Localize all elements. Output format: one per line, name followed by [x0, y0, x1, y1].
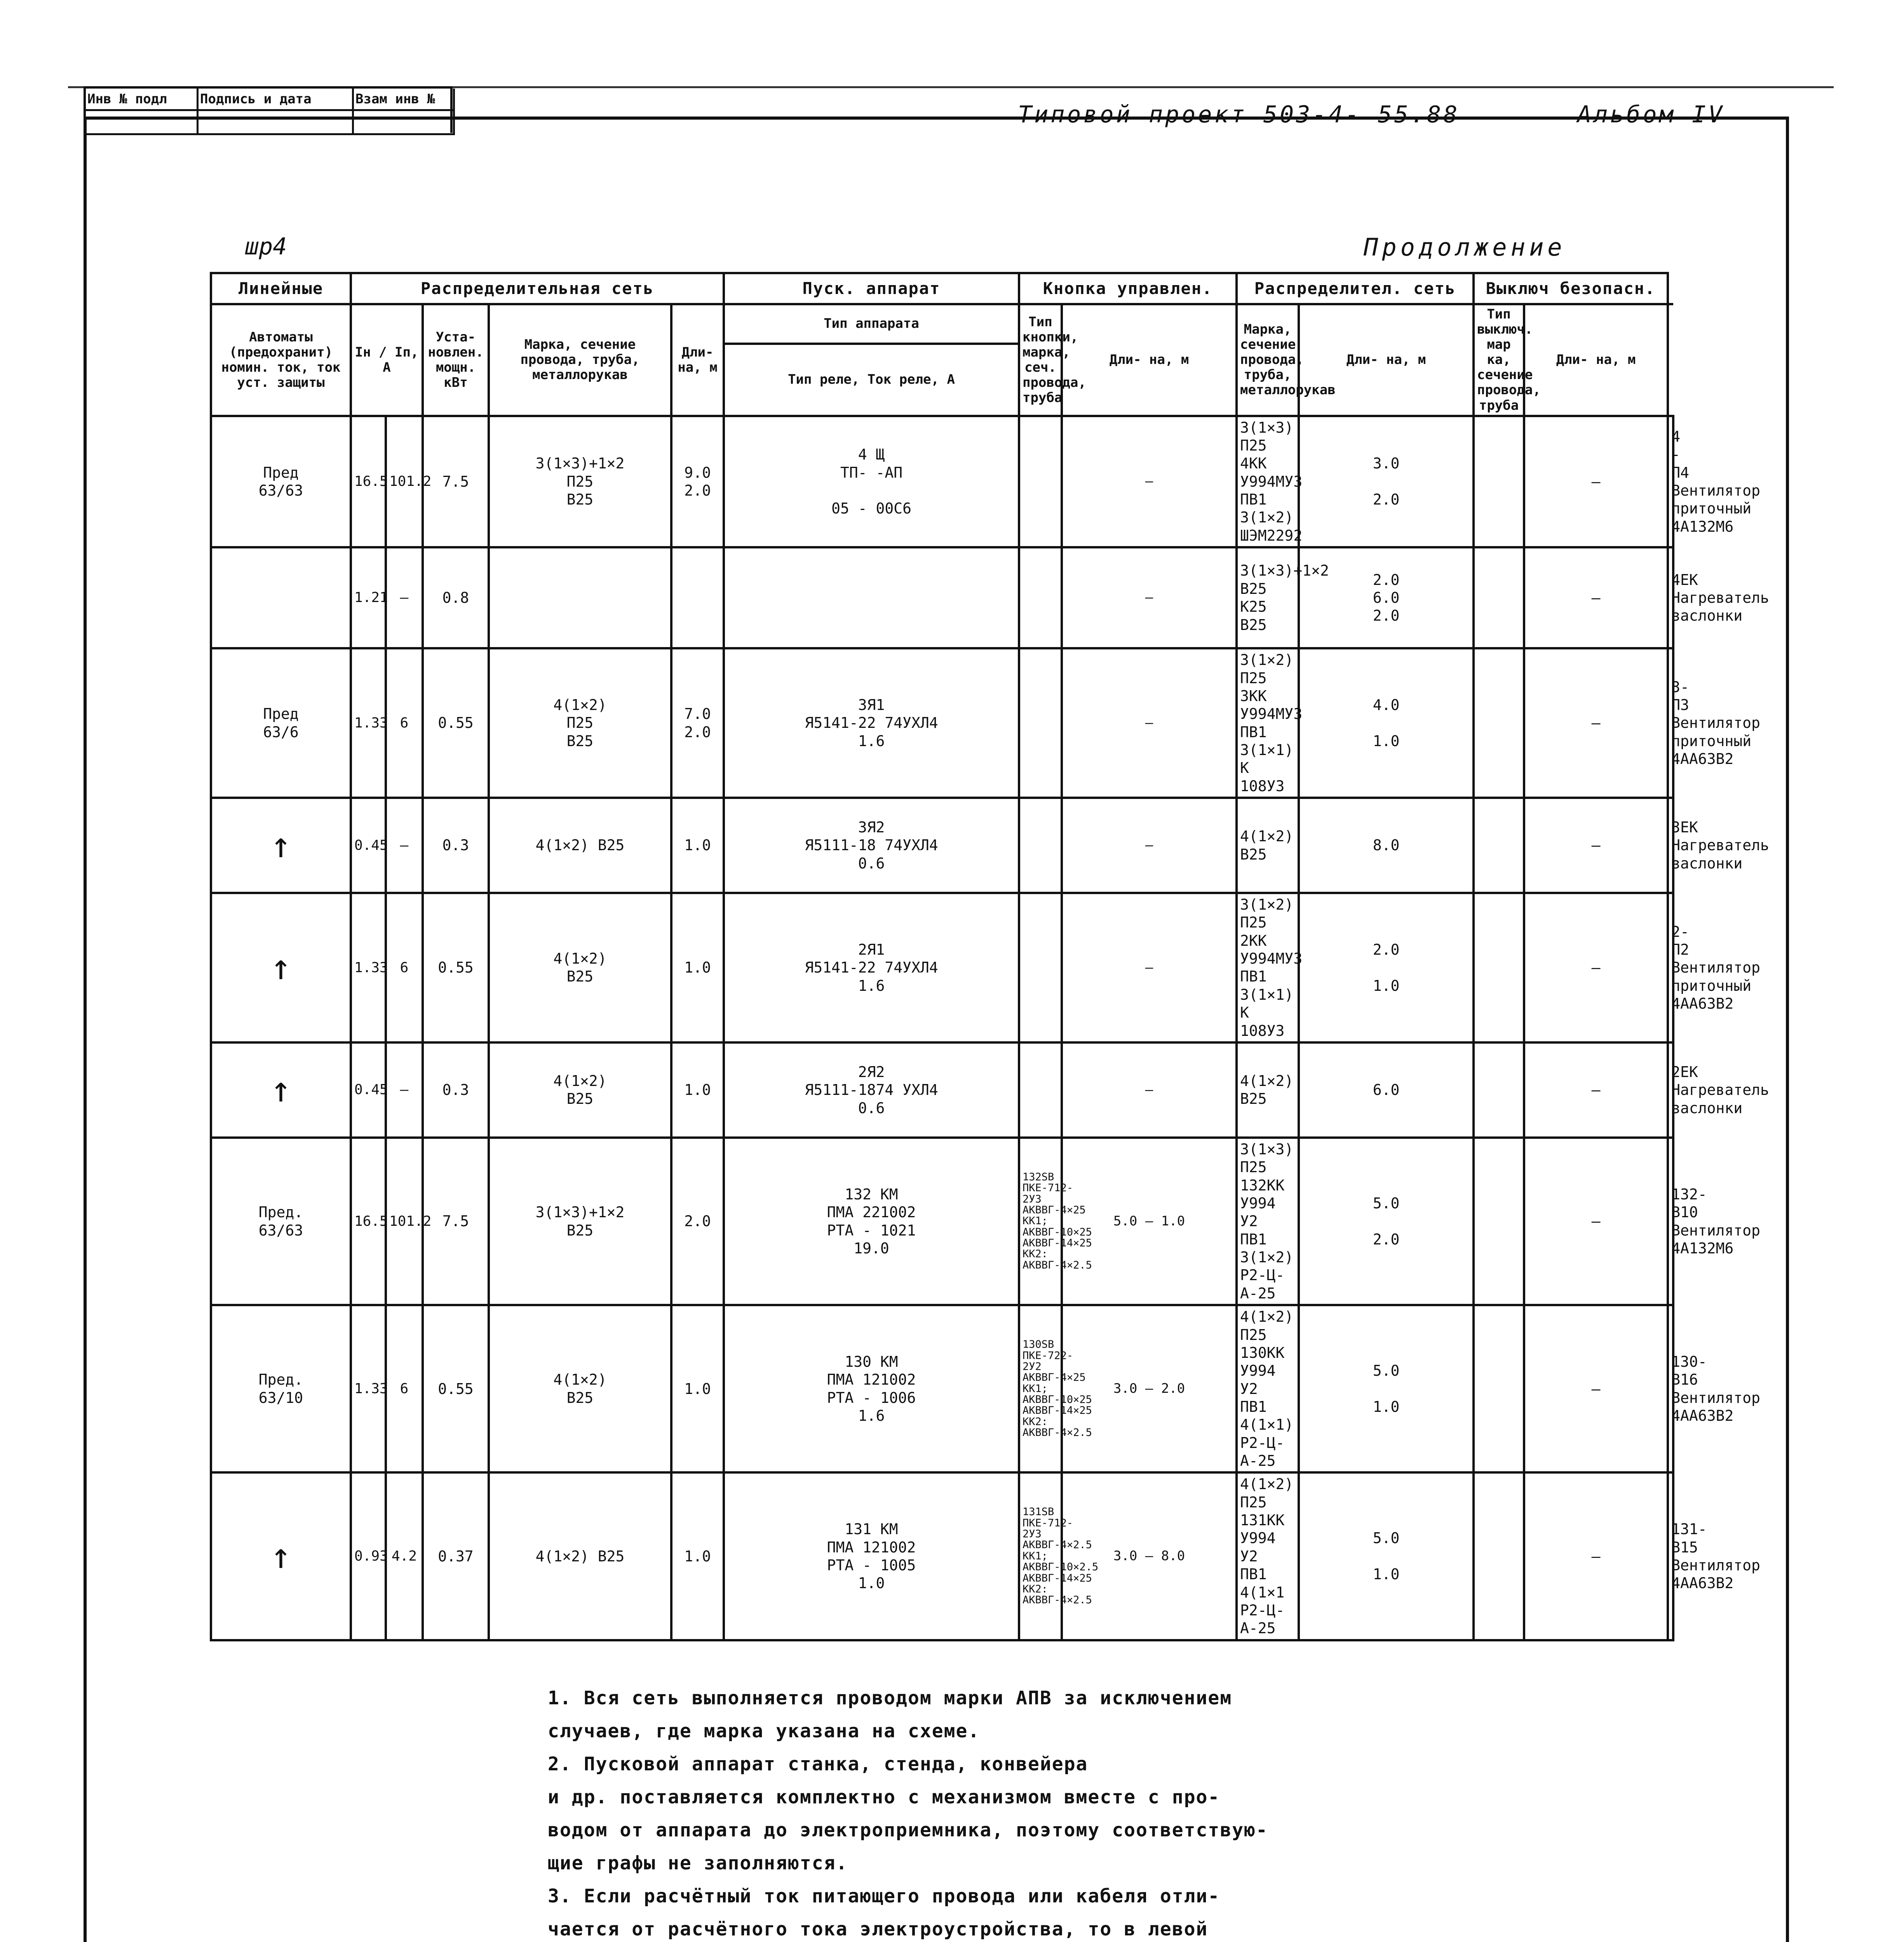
button-length-cell: — — [1062, 798, 1237, 893]
length2-cell-line — [1302, 1547, 1470, 1565]
switch-cell — [1474, 1472, 1524, 1640]
length-cell — [671, 1472, 724, 1640]
starter-cell-line: Я5111-1874 УХЛ4 — [805, 1081, 938, 1099]
switch-cell — [1474, 1305, 1524, 1472]
starter-cell-line: 130 КМ — [845, 1353, 898, 1371]
length-cell — [671, 648, 724, 798]
starter-cell-line: 1.6 — [858, 732, 885, 750]
switch-cell — [1474, 798, 1524, 893]
button-length-cell: — — [1062, 416, 1237, 548]
button-length-cell: — — [1062, 893, 1237, 1042]
wire2-cell — [1237, 1042, 1299, 1138]
starter-cell — [724, 798, 1019, 893]
breaker-cell-line: 63/63 — [258, 1222, 303, 1239]
length-cell-line: 7.0 — [684, 705, 711, 723]
button-cell — [1019, 893, 1062, 1042]
note-line: 3. Если расчётный ток питающего провода или кабеля отли- — [548, 1885, 1220, 1907]
length2-cell — [1299, 893, 1474, 1042]
ip-cell: 101.2 — [386, 1138, 423, 1305]
breaker-cell — [211, 1472, 351, 1640]
wire2-cell-line: 4(1×2) В25 — [1240, 1072, 1294, 1108]
hdr-dist-net-2: Распределител. сеть — [1237, 273, 1474, 304]
wire2-cell-line: 130КК У994 У2 — [1240, 1344, 1285, 1397]
length2-cell-line: 2.0 — [1373, 1230, 1400, 1248]
hdr-safety-switch: Выключ безопасн. — [1474, 273, 1668, 304]
switch-length-cell: — — [1524, 547, 1668, 648]
button-length-cell: — — [1062, 648, 1237, 798]
starter-cell-line: Я5141-22 74УХЛ4 — [805, 714, 938, 732]
breaker-cell — [211, 648, 351, 798]
table-row — [211, 547, 1673, 648]
starter-cell-line: ТП- -АП — [840, 464, 903, 481]
wire2-cell-line: ПВ1 3(1×2) — [1240, 1230, 1294, 1266]
note-line: щие графы не заполняются. — [548, 1852, 848, 1874]
ip-cell: 6 — [386, 1305, 423, 1472]
breaker-cell — [211, 416, 351, 548]
ip-cell: — — [386, 547, 423, 648]
wire-cell-line: В25 — [566, 1090, 594, 1108]
length2-cell-line: 8.0 — [1373, 837, 1400, 854]
table-row — [211, 648, 1673, 798]
note-line: водом от аппарата до электроприемника, поэтому соответствую- — [548, 1819, 1268, 1841]
button-cell — [1019, 547, 1062, 648]
breaker-cell-line: ↑ — [270, 1069, 292, 1110]
starter-cell — [724, 648, 1019, 798]
wire2-cell-line: 3(1×3)+1×2 В25 — [1240, 562, 1329, 597]
breaker-cell-line: ↑ — [270, 1536, 292, 1577]
consumer-cell: 130-В16 Вентилятор 4АА63В2 — [1668, 1305, 1673, 1472]
in-cell: 0.45 — [351, 798, 386, 893]
sub-in-ip: Iн / Iп, А — [351, 304, 423, 416]
wire-cell-line: П25 — [566, 714, 594, 732]
button-cell: 130SB ПКЕ-722-2У2 АКВВГ-4×25 КК1; АКВВГ-10×25 АКВВГ-14×25 КК2: АКВВГ-4×2.5 — [1019, 1305, 1062, 1472]
length-cell-line: 1.0 — [684, 1380, 711, 1397]
table-row — [211, 1305, 1673, 1472]
length2-cell — [1299, 1042, 1474, 1138]
note-line: 1. Вся сеть выполняется проводом марки АПВ за исключением — [548, 1687, 1232, 1709]
button-cell — [1019, 1042, 1062, 1138]
table-row — [211, 1042, 1673, 1138]
length2-cell — [1299, 1138, 1474, 1305]
length-cell — [671, 547, 724, 648]
starter-cell-line: РТА - 1005 — [827, 1557, 916, 1574]
wire-cell — [489, 1305, 671, 1472]
wire2-cell — [1237, 1472, 1299, 1640]
power-cell: 0.55 — [423, 648, 489, 798]
starter-cell-line: ПМА 121002 — [827, 1371, 916, 1389]
length-cell-line: 1.0 — [684, 1081, 711, 1099]
length-cell-line: 9.0 — [684, 464, 711, 481]
table-body — [211, 416, 1769, 1640]
consumer-cell: 4 - П4 Вентилятор приточный 4А132М6 — [1668, 416, 1673, 548]
wire-cell-line: 4(1×2) — [553, 1371, 607, 1389]
starter-cell-line: 0.6 — [858, 1099, 885, 1117]
wire2-cell-line: 3(1×3) П25 — [1240, 419, 1294, 454]
switch-cell — [1474, 648, 1524, 798]
starter-cell-line: 0.6 — [858, 854, 885, 872]
wire2-cell — [1237, 416, 1303, 548]
sub-power: Уста- новлен. мощн. кВт — [423, 304, 489, 416]
length2-cell-line: 2.0 — [1373, 941, 1400, 958]
in-cell: 16.5 — [351, 416, 386, 548]
starter-cell — [724, 416, 1019, 548]
power-cell: 0.8 — [423, 547, 489, 648]
starter-cell-line: 1.6 — [858, 977, 885, 994]
wire2-cell-line: 131КК У994 У2 — [1240, 1512, 1285, 1565]
group-header-row — [211, 273, 1673, 304]
starter-cell — [724, 1138, 1019, 1305]
wire2-cell-line: 4(1×2) П25 — [1240, 1308, 1294, 1343]
button-cell — [1019, 648, 1062, 798]
length-cell-line: 2.0 — [684, 723, 711, 741]
breaker-cell-line: Пред. — [258, 1371, 303, 1389]
button-length-cell: 3.0 — 8.0 — [1062, 1472, 1237, 1640]
panel-label: шр4 — [245, 233, 287, 260]
wire2-cell-line: ПВ1 3(1×2) — [1240, 491, 1294, 526]
breaker-cell-line — [214, 589, 347, 607]
sub-starter-type: Тип аппарата — [724, 304, 1019, 344]
wire2-cell-line: Р2-Ц-А-25 — [1240, 1267, 1285, 1302]
length-cell — [671, 798, 724, 893]
breaker-cell — [211, 547, 351, 648]
wire2-cell-line: ПВ1 4(1×1 — [1240, 1566, 1285, 1601]
length2-cell-line: 1.0 — [1373, 1398, 1400, 1415]
hdr-linear: Линейные — [211, 273, 351, 304]
consumer-cell: 4ЕК Нагреватель заслонки — [1668, 547, 1673, 648]
power-cell: 0.3 — [423, 798, 489, 893]
table-row — [211, 1472, 1673, 1640]
length-cell-line: 2.0 — [684, 1213, 711, 1230]
sub-len: Дли- на, м — [671, 304, 724, 416]
power-cell: 0.55 — [423, 893, 489, 1042]
breaker-cell-line: 63/10 — [258, 1389, 303, 1406]
breaker-cell-line: Пред. — [258, 1204, 303, 1221]
switch-length-cell: — — [1524, 1138, 1668, 1305]
consumer-cell: 2ЕК Нагреватель заслонки — [1668, 1042, 1673, 1138]
power-cell: 0.55 — [423, 1305, 489, 1472]
switch-length-cell: — — [1524, 416, 1668, 548]
wire-cell-line: 4(1×2) В25 — [535, 837, 625, 854]
inv-label: Инв № подл — [86, 89, 199, 111]
button-length-cell: 3.0 — 2.0 — [1062, 1305, 1237, 1472]
length2-cell-line: 5.0 — [1373, 1195, 1400, 1212]
wire2-cell-line: Р2-Ц-А-25 — [1240, 1601, 1285, 1637]
wire-cell-line: 4(1×2) — [553, 696, 607, 714]
switch-length-cell: — — [1524, 648, 1668, 798]
project-code: Типовой проект 503-4- 55.88 — [1018, 101, 1460, 128]
wire-cell — [489, 547, 671, 648]
sub-len3: Дли- на, м — [1299, 304, 1474, 416]
length-cell-line: 2.0 — [684, 482, 711, 499]
length2-cell-line — [1302, 473, 1470, 491]
starter-cell-line: 05 - 00С6 — [831, 500, 911, 517]
wire-cell — [489, 1138, 671, 1305]
album-number: Альбом IV — [1577, 101, 1725, 128]
wire2-cell — [1237, 798, 1299, 893]
length2-cell-line: 2.0 — [1373, 491, 1400, 508]
power-cell: 0.3 — [423, 1042, 489, 1138]
length2-cell-line: 3.0 — [1373, 455, 1400, 472]
wire2-cell-line: К25 — [1240, 598, 1267, 616]
starter-cell-line: 131 КМ — [845, 1521, 898, 1538]
wire2-cell-line: ПВ1 4(1×1) — [1240, 1398, 1294, 1434]
table-row — [211, 893, 1673, 1042]
power-cell: 0.37 — [423, 1472, 489, 1640]
wire2-cell-line: 3(1×2) П25 — [1240, 651, 1294, 687]
length2-cell — [1299, 416, 1474, 548]
wire2-cell-line: К 108УЗ — [1240, 1004, 1285, 1039]
note-line: и др. поставляется комплектно с механизмом вместе с про- — [548, 1786, 1220, 1808]
continuation-label: Продолжение — [1364, 233, 1566, 261]
wire2-cell — [1237, 893, 1303, 1042]
hdr-dist-net: Распределительная сеть — [351, 273, 724, 304]
wire2-cell-line: 2КК У994МУ3 — [1240, 932, 1303, 968]
hdr-button: Кнопка управлен. — [1019, 273, 1237, 304]
sub-switch-type: Тип выключ. мар ка, сечение провода, труба — [1474, 304, 1524, 416]
length2-cell-line — [1302, 959, 1470, 976]
breaker-cell — [211, 1138, 351, 1305]
length2-cell-line: 1.0 — [1373, 732, 1400, 750]
ip-cell: 101.2 — [386, 416, 423, 548]
wire2-cell-line: 3КК У994МУ3 — [1240, 687, 1303, 723]
wire2-cell-line: 4КК У994МУ3 — [1240, 455, 1303, 490]
wire2-cell-line: В25 — [1240, 616, 1267, 633]
wire-cell-line: 4(1×2) — [553, 950, 607, 968]
switch-length-cell: — — [1524, 893, 1668, 1042]
ip-cell: 4.2 — [386, 1472, 423, 1640]
button-length-cell: 5.0 — 1.0 — [1062, 1138, 1237, 1305]
breaker-cell — [211, 798, 351, 893]
length2-cell — [1299, 798, 1474, 893]
breaker-cell-line: Пред — [263, 705, 299, 723]
breaker-cell-line: ↑ — [270, 947, 292, 988]
length2-cell-line: 1.0 — [1373, 1566, 1400, 1583]
sub-len4: Дли- на, м — [1524, 304, 1668, 416]
starter-cell-line: 132 КМ — [845, 1185, 898, 1203]
switch-cell — [1474, 547, 1524, 648]
breaker-cell — [211, 1042, 351, 1138]
button-length-cell: — — [1062, 547, 1237, 648]
table-row — [211, 798, 1673, 893]
starter-cell-line: Я5141-22 74УХЛ4 — [805, 959, 938, 976]
wire-cell-line: В25 — [566, 1389, 594, 1406]
length2-cell — [1299, 648, 1474, 798]
starter-cell-line: 3Я1 — [858, 696, 885, 714]
starter-cell-line — [727, 482, 1016, 499]
starter-cell-line: РТА - 1021 — [827, 1222, 916, 1239]
length2-cell — [1299, 1305, 1474, 1472]
length2-cell-line: 6.0 — [1373, 589, 1400, 606]
switch-cell — [1474, 1042, 1524, 1138]
starter-cell — [724, 1472, 1019, 1640]
wire-cell — [489, 798, 671, 893]
switch-length-cell: — — [1524, 1472, 1668, 1640]
length2-cell-line: 1.0 — [1373, 977, 1400, 994]
button-cell — [1019, 798, 1062, 893]
length-cell-line: 1.0 — [684, 1547, 711, 1565]
length2-cell-line — [1302, 714, 1470, 732]
consumer-cell: 3-П3 Вентилятор приточный 4АА63В2 — [1668, 648, 1673, 798]
breaker-cell — [211, 1305, 351, 1472]
note-line: чается от расчётного тока электроустройства, то в левой — [548, 1918, 1208, 1940]
wire-cell — [489, 1472, 671, 1640]
switch-cell — [1474, 416, 1524, 548]
sub-breakers: Автоматы (предохранит) номин. ток, ток уст. защиты — [211, 304, 351, 416]
starter-cell-line: 19.0 — [854, 1239, 889, 1257]
wire2-cell-line: К 108УЗ — [1240, 759, 1285, 795]
sub-relay: Тип реле, Ток реле, А — [724, 344, 1019, 416]
wire2-cell-line: 4(1×2) В25 — [1240, 828, 1294, 863]
switch-length-cell: — — [1524, 1305, 1668, 1472]
wire-cell-line: 3(1×3)+1×2 — [535, 455, 625, 472]
breaker-cell-line: Пред — [263, 464, 299, 481]
starter-cell-line: ПМА 121002 — [827, 1538, 916, 1556]
button-length-cell: — — [1062, 1042, 1237, 1138]
breaker-cell — [211, 893, 351, 1042]
wire-cell — [489, 1042, 671, 1138]
binding-stamp — [84, 86, 453, 133]
starter-cell — [724, 1042, 1019, 1138]
starter-cell-line — [727, 589, 1016, 607]
in-cell: 1.33 — [351, 893, 386, 1042]
wire2-cell-line: ПВ1 3(1×1) — [1240, 968, 1294, 1003]
wire-cell — [489, 416, 671, 548]
starter-cell — [724, 893, 1019, 1042]
note-line: 2. Пусковой аппарат станка, стенда, конвейера — [548, 1753, 1088, 1775]
wire2-cell-line: ШЭМ2292 — [1240, 527, 1303, 544]
table-row — [211, 1138, 1673, 1305]
length2-cell-line: 2.0 — [1373, 607, 1400, 625]
button-cell — [1019, 416, 1062, 548]
sub-wire2: Марка, сечение провода, труба, металлорукав — [1237, 304, 1299, 416]
wire2-cell-line: 4(1×2) П25 — [1240, 1476, 1294, 1511]
length-cell-line: 1.0 — [684, 837, 711, 854]
notes — [548, 1682, 1402, 1942]
starter-cell-line: 2Я2 — [858, 1063, 885, 1081]
length2-cell-line: 5.0 — [1373, 1362, 1400, 1380]
ip-cell: 6 — [386, 893, 423, 1042]
wire-cell-line: В25 — [566, 491, 594, 508]
in-cell: 1.33 — [351, 1305, 386, 1472]
button-cell: 131SB ПКЕ-712-2У3 АКВВГ-4×2.5 КК1; АКВВГ-10×2.5 АКВВГ-14×25 КК2: АКВВГ-4×2.5 — [1019, 1472, 1062, 1640]
length-cell — [671, 416, 724, 548]
wire-cell-line — [492, 589, 668, 607]
starter-cell-line: Я5111-18 74УХЛ4 — [805, 837, 938, 854]
starter-cell-line: РТА - 1006 — [827, 1389, 916, 1406]
wire2-cell — [1237, 1305, 1299, 1472]
breaker-cell-line: 63/6 — [263, 723, 299, 741]
in-cell: 0.45 — [351, 1042, 386, 1138]
breaker-cell-line: 63/63 — [258, 482, 303, 499]
switch-cell — [1474, 1138, 1524, 1305]
hdr-starter: Пуск. аппарат — [724, 273, 1019, 304]
in-cell: 1.21 — [351, 547, 386, 648]
wire-cell-line: 4(1×2) — [553, 1072, 607, 1090]
length2-cell-line — [1302, 1380, 1470, 1398]
wire2-cell-line: 3(1×3) П25 — [1240, 1140, 1294, 1176]
in-cell: 1.33 — [351, 648, 386, 798]
replace-label: Взам инв № — [354, 89, 455, 111]
length2-cell-line: 5.0 — [1373, 1530, 1400, 1547]
distribution-table — [210, 272, 1769, 1641]
switch-length-cell: — — [1524, 1042, 1668, 1138]
length-cell — [671, 1042, 724, 1138]
ip-cell: 6 — [386, 648, 423, 798]
wire2-cell — [1237, 547, 1329, 648]
length2-cell-line: 4.0 — [1373, 696, 1400, 714]
wire2-cell — [1237, 648, 1303, 798]
starter-cell-line: 4 Щ — [858, 446, 885, 463]
length-cell — [671, 893, 724, 1042]
wire-cell — [489, 648, 671, 798]
length2-cell — [1299, 1472, 1474, 1640]
sub-wire: Марка, сечение провода, труба, металлорукав — [489, 304, 671, 416]
sub-button-type: Тип кнопки, марка, сеч. провода, труба — [1019, 304, 1062, 416]
consumer-cell: 3ЕК Нагреватель заслонки — [1668, 798, 1673, 893]
starter-cell — [724, 547, 1019, 648]
wire-cell-line: 4(1×2) В25 — [535, 1547, 625, 1565]
starter-cell-line: 1.6 — [858, 1407, 885, 1425]
sign-label: Подпись и дата — [199, 89, 354, 111]
ip-cell: — — [386, 798, 423, 893]
in-cell: 16.5 — [351, 1138, 386, 1305]
starter-cell-line: ПМА 221002 — [827, 1204, 916, 1221]
length-cell-line: 1.0 — [684, 959, 711, 976]
starter-cell-line: 3Я2 — [858, 819, 885, 836]
sub-header-row-1 — [211, 304, 1673, 344]
wire-cell-line: В25 — [566, 732, 594, 750]
power-cell: 7.5 — [423, 1138, 489, 1305]
consumer-cell: 131-В15 Вентилятор 4АА63В2 — [1668, 1472, 1673, 1640]
power-cell: 7.5 — [423, 416, 489, 548]
starter-cell-line: 2Я1 — [858, 941, 885, 958]
starter-cell-line: 1.0 — [858, 1575, 885, 1592]
button-cell: 132SB ПКЕ-712-2У3 АКВВГ-4×25 КК1; АКВВГ-10×25 АКВВГ-14×25 КК2: АКВВГ-4×2.5 — [1019, 1138, 1062, 1305]
wire2-cell-line: Р2-Ц-А-25 — [1240, 1434, 1285, 1470]
length-cell — [671, 1138, 724, 1305]
in-cell: 0.93 — [351, 1472, 386, 1640]
breaker-cell-line: ↑ — [270, 825, 292, 866]
switch-cell — [1474, 893, 1524, 1042]
table-row — [211, 416, 1673, 548]
consumer-cell: 2-П2 Вентилятор приточный 4АА63В2 — [1668, 893, 1673, 1042]
wire-cell-line: П25 — [566, 473, 594, 490]
length-cell — [671, 1305, 724, 1472]
wire2-cell — [1237, 1138, 1299, 1305]
wire2-cell-line: ПВ1 3(1×1) — [1240, 723, 1294, 759]
wire2-cell-line: 3(1×2) П25 — [1240, 896, 1294, 931]
wire-cell-line: В25 — [566, 968, 594, 985]
starter-cell — [724, 1305, 1019, 1472]
length2-cell-line: 2.0 — [1373, 571, 1400, 588]
ip-cell: — — [386, 1042, 423, 1138]
length2-cell-line: 6.0 — [1373, 1081, 1400, 1099]
switch-length-cell: — — [1524, 798, 1668, 893]
wire2-cell-line: 132КК У994 У2 — [1240, 1176, 1285, 1230]
consumer-cell: 132-В10 Вентилятор 4А132М6 — [1668, 1138, 1673, 1305]
length-cell-line — [675, 589, 720, 607]
note-line: случаев, где марка указана на схеме. — [548, 1720, 980, 1742]
sub-len2: Дли- на, м — [1062, 304, 1237, 416]
wire-cell-line: 3(1×3)+1×2 — [535, 1204, 625, 1221]
wire-cell-line: В25 — [566, 1222, 594, 1239]
length2-cell-line — [1302, 1212, 1470, 1230]
wire-cell — [489, 893, 671, 1042]
